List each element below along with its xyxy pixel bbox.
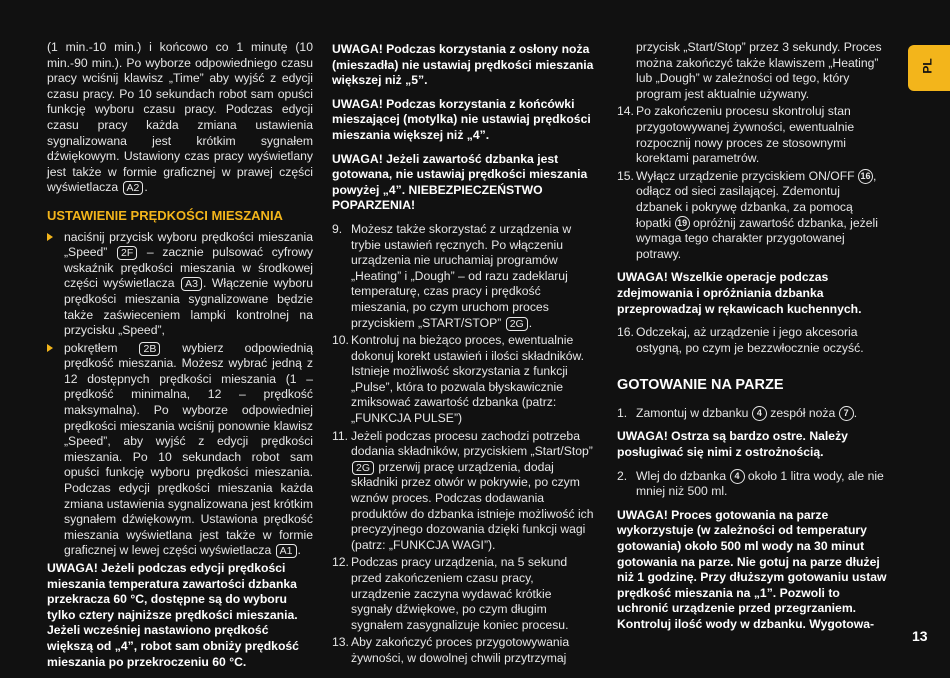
display-ref-badge: A3 — [181, 277, 202, 291]
part-number-icon: 7 — [839, 406, 854, 421]
list-item: 2. Wlej do dzbanka 4 około 1 litra wody, ale nie mniej niż 500 ml. — [617, 468, 884, 499]
list-item: 14. Po zakończeniu procesu skontroluj stan przygotowywanej żywności, ewentualnie rozpocznij nowy proces ze stosownymi korektami parametrów. — [617, 104, 855, 166]
bullet-item: pokrętłem 2B wybierz odpowiednią prędkość mieszania. Możesz wybrać jedną z 12 dostępnych prędkości mieszania (1 – prędkość minimalna, 12 – prędkość maksymalna). Po wyborze odpowiedniej prędkości mieszania wciśnij ponownie klawisz „Speed”, aby wyjść z edycji prędkości mieszania. Po 10 sekundach robot sam opuści funkcję wyboru prędkości mieszania. Podczas edycji prędkości mieszania każda zmiana ustawienia sygnalizowana jest krótkim sygnałem dźwiękowym. Ustawiona prędkość mieszania wyświetlana jest także w formie graficznej w lewej części wyświetlacza A1 . — [47, 341, 313, 559]
list-item: 11. Jeżeli podczas procesu zachodzi potrzeba dodania składników, przyciskiem „Start/Stop” 2G przerwij pracę urządzenia, dodaj składniki przez otwór w pokrywie, po czym wznów proces. Podczas dodawania produktów do dzbanka istnieje możliwość ich precyzyjnego dozowania dzięki funkcji wagi (patrz: „FUNKCJA WAGI”). — [332, 428, 594, 552]
warning-speed-temperature: UWAGA! Jeżeli podczas edycji prędkości mieszania temperatura zawartości dzbanka przekracza 60 °C, dostępne są do wyboru tylko cztery najniższe prędkości mieszania. Jeżeli wcześniej nastawiono prędkość większą od „4”, robot sam obniży prędkość mieszania po przekroczeniu 60 °C. — [47, 561, 299, 669]
language-tab — [908, 45, 950, 91]
button-ref-badge: 2G — [352, 461, 374, 475]
list-item: 12. Podczas pracy urządzenia, na 5 sekund przed zakończeniem czasu pracy, urządzenie zaczyna wydawać krótkie sygnały dźwiękowe, po czym długim sygnałem zasygnalizuje koniec procesu. — [332, 555, 569, 632]
part-number-icon: 19 — [675, 216, 690, 231]
paragraph-time-continued: (1 min.-10 min.) i końcowo co 1 minutę (10 min.-90 min.). Po wyborze odpowiedniego czasu pracy wciśnij klawisz „Time” aby wyjść z edycji czasu pracy. Po 10 sekundach robot sam opuści funkcję wyboru czasu pracy. Podczas edycji czasu pracy każda zmiana ustawienia sygnalizowana jest krótkim sygnałem dźwiękowym. Ustawiony czas pracy wyświetlany jest także w formie graficznej w prawej części wyświetlacza A2 . — [47, 40, 313, 195]
warning-steam-water: UWAGA! Proces gotowania na parze wykorzystuje (w zależności od temperatury gotowania) około 500 ml wody na 30 minut gotowania na parze. Nie gotuj na parze dłużej niż 1 godzinę. Przy dłuższym gotowaniu ustaw prędkość mieszania na „1”. Pozwoli to uchronić urządzenie przed przegrzaniem. Kontroluj ilość wody w dzbanku. Wygotowa- — [617, 507, 887, 631]
list-item: 13. Aby zakończyć proces przygotowywania żywności, w dowolnej chwili przytrzymaj — [332, 635, 570, 665]
knob-ref-badge: 2B — [139, 342, 160, 356]
warning-gloves: UWAGA! Wszelkie operacje podczas zdejmowania i opróżniania dzbanka przeprowadzaj w rękawicach kuchennych. — [617, 270, 862, 316]
bullet-arrow-icon — [47, 233, 53, 241]
list-item: 10. Kontroluj na bieżąco proces, ewentualnie dokonuj korekt ustawień i ilości składników. Istnieje możliwość skorzystania z funkcji „Pulse”, która to pozwala błyskawicznie zmiksować zawartość dzbanka (patrz: „FUNKCJA PULSE”) — [332, 333, 585, 426]
column-left — [47, 40, 313, 678]
warning-whisk: UWAGA! Podczas korzystania z końcówki mieszającej (motylka) nie ustawiaj prędkości mieszania większej niż „4”. — [332, 96, 591, 142]
column-right — [617, 40, 887, 641]
warning-boiling: UWAGA! Jeżeli zawartość dzbanka jest gotowana, nie ustawiaj prędkości mieszania powyżej „4”. NIEBEZPIECZEŃSTWO POPARZENIA! — [332, 151, 588, 213]
button-ref-badge: 2F — [117, 246, 137, 260]
part-number-icon: 16 — [858, 169, 873, 184]
list-item: 1. Zamontuj w dzbanku 4 zespół noża 7 . — [617, 405, 858, 420]
part-number-icon: 4 — [730, 469, 745, 484]
list-item: 16. Odczekaj, aż urządzenie i jego akcesoria ostygną, po czym je bezzwłocznie oczyść. — [617, 325, 864, 355]
warning-blade-guard: UWAGA! Podczas korzystania z osłony noża (mieszadła) nie ustawiaj prędkości mieszania większej niż „5”. — [332, 42, 594, 88]
list-item-continued: przycisk „Start/Stop” przez 3 sekundy. Proces można zakończyć także klawiszem „Heating” lub „Dough” w zależności od tego, który program jest aktualnie używany. — [636, 40, 882, 101]
language-tab-label: PL — [920, 58, 935, 74]
section-heading-speed: USTAWIENIE PRĘDKOŚCI MIESZANIA — [47, 207, 283, 223]
warning-sharp-blades: UWAGA! Ostrza są bardzo ostre. Należy posługiwać się nimi z ostrożnością. — [617, 429, 848, 460]
list-item: 15. Wyłącz urządzenie przyciskiem ON/OFF 16 , odłącz od sieci zasilającej. Zdemontuj dzbanek i pokrywę dzbanka, za pomocą łopatki 19 opróżnij zawartość dzbanka, jeżeli wymaga tego charakter przygotowanej potrawy. — [617, 168, 878, 261]
bullet-arrow-icon — [47, 344, 53, 352]
part-number-icon: 4 — [752, 406, 767, 421]
bullet-item: naciśnij przycisk wyboru prędkości mieszania „Speed” 2F – zacznie pulsować cyfrowy wskaźnik prędkości mieszania w środkowej części wyświetlacza A3 . Włączenie wyboru prędkości mieszania sygnalizowane będzie także zaświeceniem lampki kontrolnej na przycisku „Speed”, — [47, 230, 313, 339]
list-item: 9. Możesz także skorzystać z urządzenia w trybie ustawień ręcznych. Po włączeniu urządzenia nie uruchamiaj programów „Heating” i „Dough” – od razu zadeklaruj temperaturę, czas pracy i prędkość mieszania, po czym uruchom proces przyciskiem „START/STOP” 2G . — [332, 221, 572, 330]
column-middle — [332, 40, 596, 669]
section-heading-steam: GOTOWANIE NA PARZE — [617, 377, 784, 394]
page-number: 13 — [912, 628, 928, 644]
display-ref-badge: A2 — [123, 181, 144, 195]
button-ref-badge: 2G — [506, 317, 528, 331]
display-ref-badge: A1 — [276, 544, 297, 558]
